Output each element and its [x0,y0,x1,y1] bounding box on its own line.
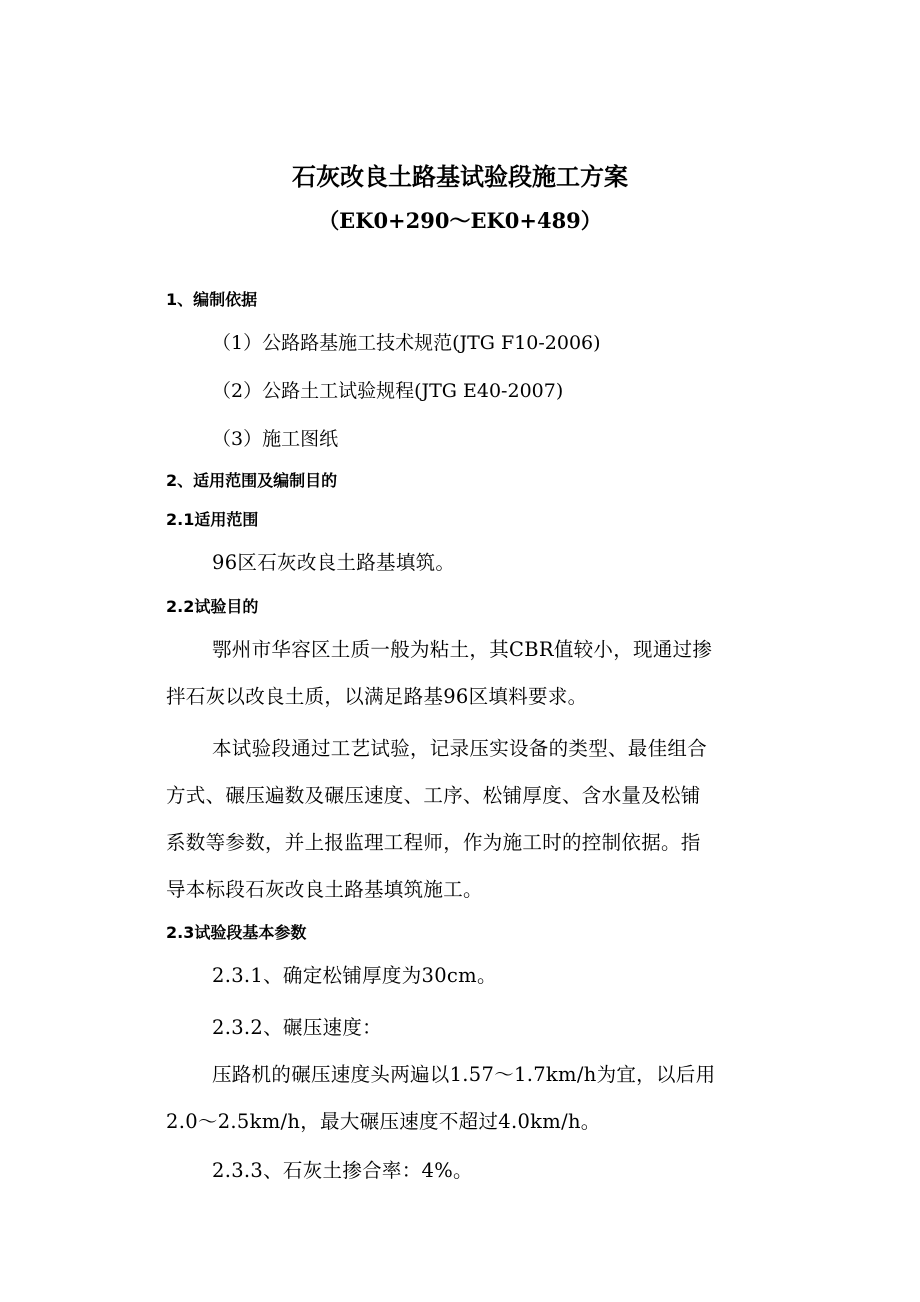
param-item-1: 2.3.1、确定松铺厚度为30cm。 [212,964,497,987]
section-2-2-heading: 2.2试验目的 [166,597,259,616]
basis-item-2: （2）公路土工试验规程(JTG E40-2007) [212,380,564,402]
param-item-3: 2.3.3、石灰土掺合率：4%。 [212,1159,473,1182]
purpose-p1-line2: 拌石灰以改良土质，以满足路基96区填料要求。 [166,685,588,708]
basis-item-3: （3）施工图纸 [212,428,339,450]
purpose-p2-line2: 方式、碾压遍数及碾压速度、工序、松铺厚度、含水量及松铺 [166,784,701,807]
section-2-heading: 2、适用范围及编制目的 [166,471,338,490]
param-item-2-line1: 压路机的碾压速度头两遍以1.57～1.7km/h为宜，以后用 [212,1063,716,1086]
basis-item-1: （1）公路路基施工技术规范(JTG F10-2006) [212,332,601,354]
purpose-p2-line4: 导本标段石灰改良土路基填筑施工。 [166,878,483,901]
param-item-2: 2.3.2、碾压速度： [212,1016,382,1039]
section-1-heading: 1、编制依据 [166,290,258,309]
purpose-p1-line1: 鄂州市华容区土质一般为粘土，其CBR值较小，现通过掺 [212,638,713,661]
scope-text: 96区石灰改良土路基填筑。 [212,551,456,574]
document-title: 石灰改良土路基试验段施工方案 [292,162,628,191]
document-subtitle: （EK0+290～EK0+489） [318,208,602,233]
purpose-p2-line1: 本试验段通过工艺试验，记录压实设备的类型、最佳组合 [212,737,708,760]
section-2-3-heading: 2.3试验段基本参数 [166,923,307,942]
param-item-2-line2: 2.0～2.5km/h，最大碾压速度不超过4.0km/h。 [166,1110,601,1133]
section-2-1-heading: 2.1适用范围 [166,510,259,529]
purpose-p2-line3: 系数等参数，并上报监理工程师，作为施工时的控制依据。指 [166,831,701,854]
